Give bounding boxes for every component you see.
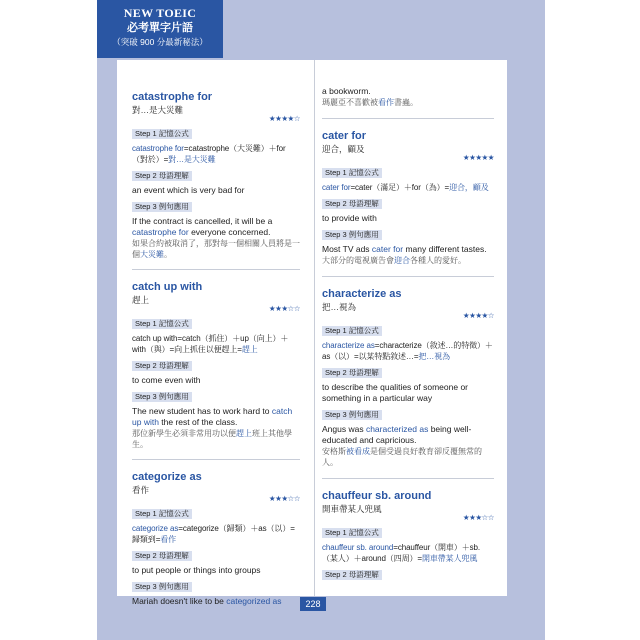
entry-separator [322, 118, 494, 119]
step-1-label: Step 1 記憶公式 [132, 319, 192, 329]
importance-stars: ★★★☆☆ [268, 304, 300, 313]
step-1-label: Step 1 記憶公式 [132, 129, 192, 139]
example-sentence: If the contract is cancelled, it will be a catastrophe for everyone concerned. [132, 216, 273, 237]
definition: an event which is very bad for [132, 185, 245, 195]
headword-meaning: 趕上 [132, 295, 150, 305]
headword-meaning: 把…視為 [322, 302, 357, 312]
step-3-label: Step 3 例句應用 [322, 410, 382, 420]
importance-stars: ★★★★☆ [268, 114, 300, 123]
example-sentence: Most TV ads cater for many different tastes. [322, 244, 487, 254]
book-title-banner [97, 0, 223, 58]
headword: characterize as [322, 288, 402, 300]
importance-stars: ★★★☆☆ [462, 513, 494, 522]
memory-formula: categorize as=categorize（歸類）＋as（以）=歸類到=看作 [132, 524, 295, 544]
entry-catch-up-with [132, 280, 300, 450]
step-2-label: Step 2 母語理解 [132, 551, 192, 561]
step-1-label: Step 1 記憶公式 [132, 509, 192, 519]
banner-title: NEW TOEIC [123, 6, 197, 20]
example-translation: 如果合約被取消了，那對每一個相關人員將是一個大災難。 [132, 239, 300, 259]
entry-separator [322, 276, 494, 277]
example-translation: 大部分的電視廣告會迎合各種人的愛好。 [322, 256, 466, 265]
step-3-label: Step 3 例句應用 [132, 582, 192, 592]
memory-formula: characterize as=characterize（敘述…的特徵）＋as（以）=以某特點敘述…=把…視為 [322, 341, 493, 361]
memory-formula: catastrophe for=catastrophe（大災難）＋for（對於）=對…是大災難 [132, 144, 286, 164]
continued-translation: 瑪麗亞不喜歡被看作書蟲。 [322, 98, 418, 107]
headword: catastrophe for [132, 91, 213, 103]
memory-formula: chauffeur sb. around=chauffeur（開車）＋sb.（某人）＋around（四周）=開車帶某人兜風 [322, 543, 481, 563]
step-2-label: Step 2 母語理解 [132, 361, 192, 371]
page-number: 228 [300, 597, 326, 611]
entry-cater-for [322, 129, 494, 266]
example-translation: 那位新學生必須非常用功以便趕上班上其他學生。 [132, 429, 292, 449]
banner-subtitle: 必考單字片語 [127, 22, 193, 34]
headword: categorize as [132, 471, 202, 483]
definition: to provide with [322, 213, 377, 223]
example-translation: 安格斯被看成是個受過良好教育卻反覆無常的人。 [322, 447, 482, 467]
memory-formula: cater for=cater（滿足）＋for（為）=迎合，顧及 [322, 183, 489, 192]
step-2-label: Step 2 母語理解 [322, 570, 382, 580]
headword-meaning: 迎合，顧及 [322, 144, 365, 154]
entry-separator [132, 269, 300, 270]
entry-separator [132, 459, 300, 460]
entry-categorize-as [132, 470, 300, 607]
continued-sentence: a bookworm. [322, 86, 371, 96]
importance-stars: ★★★★☆ [462, 311, 494, 320]
headword: catch up with [132, 281, 203, 293]
definition: to put people or things into groups [132, 565, 261, 575]
column-divider [314, 60, 315, 596]
headword: chauffeur sb. around [322, 490, 432, 502]
headword-meaning: 看作 [132, 485, 150, 495]
step-2-label: Step 2 母語理解 [322, 368, 382, 378]
entry-catastrophe-for [132, 90, 300, 260]
example-sentence: Angus was characterized as being well-educated and capricious. [322, 424, 472, 445]
step-1-label: Step 1 記憶公式 [322, 528, 382, 538]
definition: to come even with [132, 375, 201, 385]
step-1-label: Step 1 記憶公式 [322, 326, 382, 336]
left-column [132, 90, 300, 607]
example-sentence: Mariah doesn't like to be categorized as [132, 596, 282, 606]
banner-tagline: （突破 900 分最新秘法） [112, 37, 208, 47]
step-3-label: Step 3 例句應用 [132, 202, 192, 212]
step-2-label: Step 2 母語理解 [322, 199, 382, 209]
entry-characterize-as [322, 287, 494, 468]
headword-meaning: 開車帶某人兜風 [322, 504, 382, 514]
definition: to describe the qualities of someone or something in a particular way [322, 382, 469, 403]
headword-meaning: 對…是大災難 [132, 105, 184, 115]
importance-stars: ★★★★★ [462, 153, 494, 162]
headword: cater for [322, 130, 367, 142]
step-3-label: Step 3 例句應用 [132, 392, 192, 402]
step-2-label: Step 2 母語理解 [132, 171, 192, 181]
continued-example [322, 86, 494, 108]
memory-formula: catch up with=catch（抓住）＋up（向上）＋with（與）=向上抓住以便趕上=趕上 [132, 334, 289, 354]
entry-separator [322, 478, 494, 479]
entry-chauffeur-sb-around [322, 489, 494, 582]
step-1-label: Step 1 記憶公式 [322, 168, 382, 178]
right-column [322, 86, 494, 582]
example-sentence: The new student has to work hard to catch up with the rest of the class. [132, 406, 293, 427]
step-3-label: Step 3 例句應用 [322, 230, 382, 240]
importance-stars: ★★★☆☆ [268, 494, 300, 503]
